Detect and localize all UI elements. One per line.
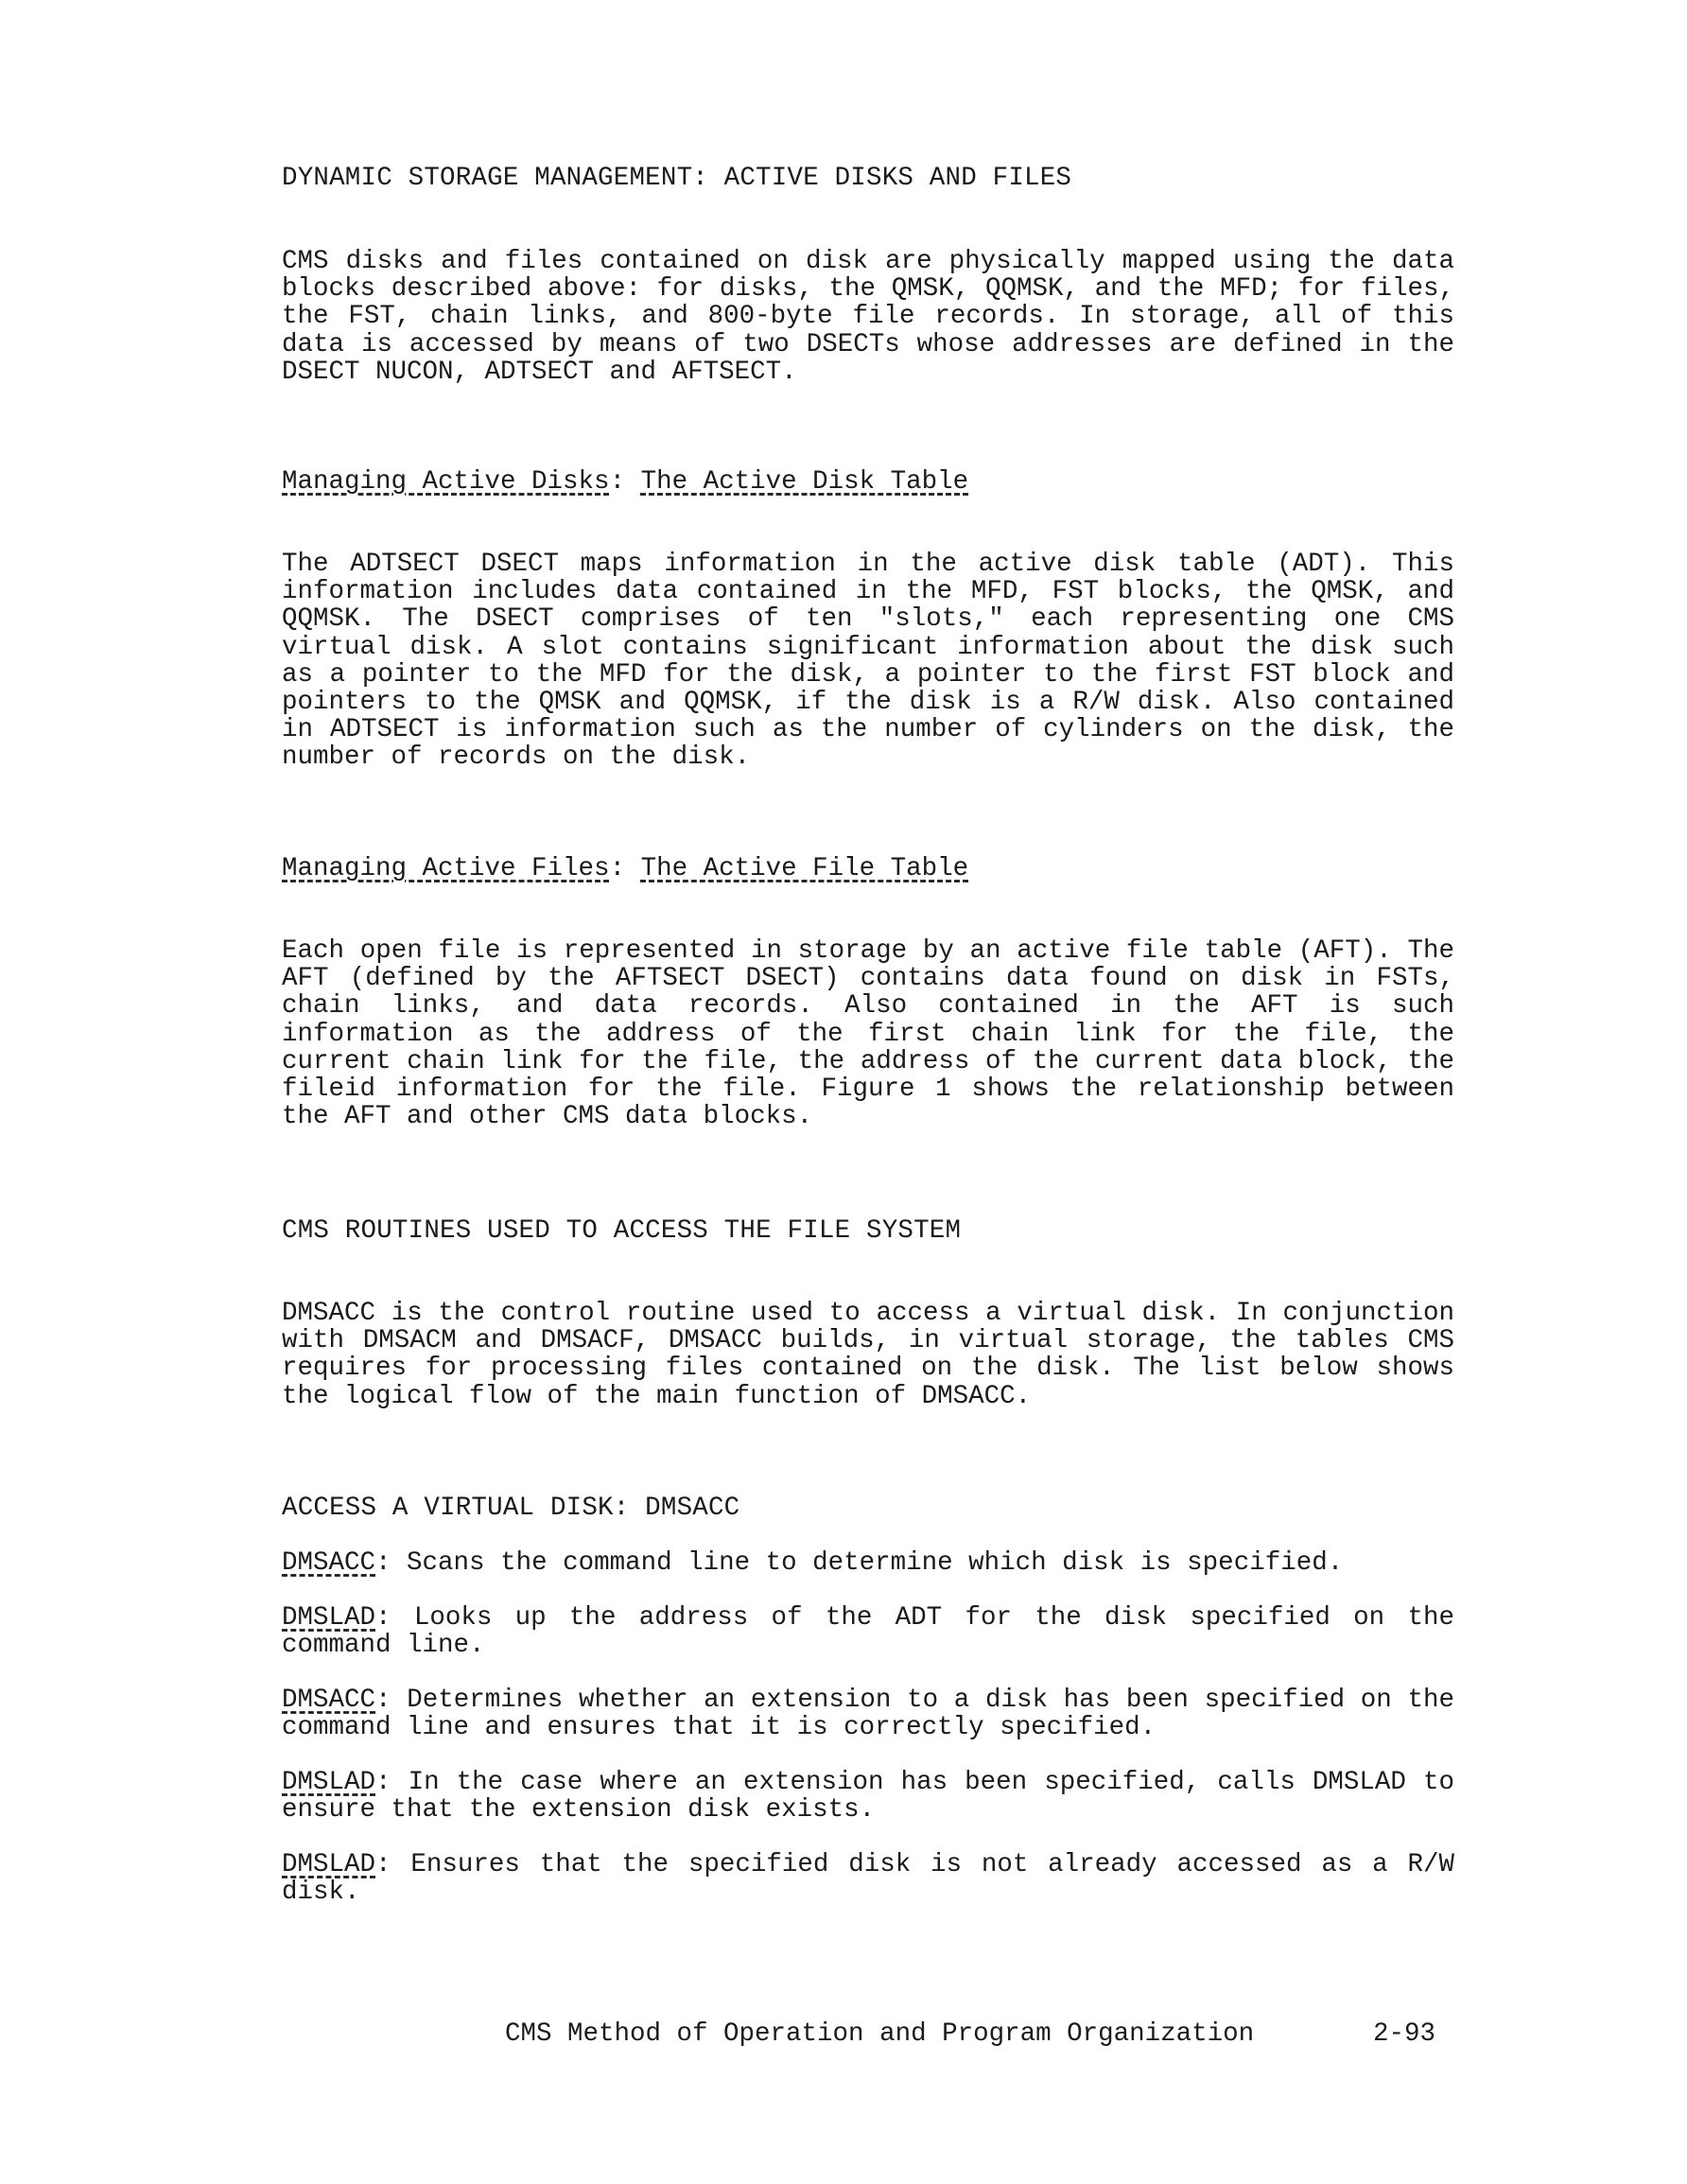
step-description: Scans the command line to determine which disk is specified. bbox=[407, 1548, 1344, 1578]
footer-title: CMS Method of Operation and Program Organization bbox=[505, 2019, 1255, 2049]
subheading-active-disks: Managing Active Disks: The Active Disk Table bbox=[282, 467, 969, 497]
step-module-name: DMSLAD bbox=[282, 1768, 376, 1797]
page-footer bbox=[505, 2019, 1436, 2049]
step-item: DMSLAD: Looks up the address of the ADT for the disk specified on the command line. bbox=[282, 1603, 1454, 1661]
paragraph-active-disks: The ADTSECT DSECT maps information in the active disk table (ADT). This information includes data contained in the MFD, FST blocks, the QMSK, and QQMSK. The DSECT comprises of ten "slots," each representing one CMS virtual disk. A slot contains significant information about the disk such as a pointer to the MFD for the disk, a pointer to the first FST block and pointers to the QMSK and QQMSK, if the disk is a R/W disk. Also contained in ADTSECT is information such as the number of cylinders on the disk, the number of records on the disk. bbox=[282, 550, 1454, 773]
page-number: 2-93 bbox=[1373, 2019, 1436, 2049]
subheading-active-files: Managing Active Files: The Active File Table bbox=[282, 854, 969, 883]
step-module-name: DMSACC bbox=[282, 1686, 376, 1715]
step-item: DMSACC: Determines whether an extension to a disk has been specified on the command line and ensures that it is correctly specified. bbox=[282, 1686, 1454, 1743]
subheading-active-files-part1: Managing Active Files bbox=[282, 854, 610, 883]
step-description: Ensures that the specified disk is not already accessed as a R/W disk. bbox=[282, 1850, 1454, 1908]
step-item: DMSLAD: In the case where an extension has been specified, calls DMSLAD to ensure that the extension disk exists. bbox=[282, 1768, 1454, 1826]
paragraph-cms-routines: DMSACC is the control routine used to access a virtual disk. In conjunction with DMSACM and DMSACF, DMSACC builds, in virtual storage, the tables CMS requires for processing files contained on the disk. The list below shows the logical flow of the main function of DMSACC. bbox=[282, 1299, 1454, 1411]
step-module-name: DMSLAD bbox=[282, 1603, 376, 1633]
step-module-name: DMSACC bbox=[282, 1548, 376, 1578]
step-description: In the case where an extension has been specified, calls DMSLAD to ensure that the extension disk exists. bbox=[282, 1768, 1454, 1826]
section-heading-access-virtual-disk: ACCESS A VIRTUAL DISK: DMSACC bbox=[282, 1494, 740, 1523]
subheading-active-files-part2: The Active File Table bbox=[640, 854, 969, 883]
section-heading-cms-routines: CMS ROUTINES USED TO ACCESS THE FILE SYSTEM bbox=[282, 1216, 962, 1246]
step-item: DMSLAD: Ensures that the specified disk is not already accessed as a R/W disk. bbox=[282, 1850, 1454, 1908]
section-heading-dynamic-storage: DYNAMIC STORAGE MANAGEMENT: ACTIVE DISKS AND FILES bbox=[282, 164, 1072, 193]
step-description: Looks up the address of the ADT for the disk specified on the command line. bbox=[282, 1603, 1454, 1661]
subheading-active-disks-part1: Managing Active Disks bbox=[282, 467, 610, 497]
step-item: DMSACC: Scans the command line to determine which disk is specified. bbox=[282, 1548, 1344, 1578]
step-module-name: DMSLAD bbox=[282, 1850, 376, 1879]
step-description: Determines whether an extension to a disk has been specified on the command line and ensures that it is correctly specified. bbox=[282, 1686, 1454, 1743]
paragraph-active-files: Each open file is represented in storage by an active file table (AFT). The AFT (defined by the AFTSECT DSECT) contains data found on disk in FSTs, chain links, and data records. Also contained in the AFT is such information as the address of the first chain link for the file, the current chain link for the file, the address of the current data block, the fileid information for the file. Figure 1 shows the relationship between the AFT and other CMS data blocks. bbox=[282, 936, 1454, 1132]
subheading-active-disks-part2: The Active Disk Table bbox=[640, 467, 969, 497]
paragraph-dynamic-storage: CMS disks and files contained on disk are physically mapped using the data blocks described above: for disks, the QMSK, QQMSK, and the MFD; for files, the FST, chain links, and 800-byte file records. In storage, all of this data is accessed by means of two DSECTs whose addresses are defined in the DSECT NUCON, ADTSECT and AFTSECT. bbox=[282, 247, 1454, 387]
